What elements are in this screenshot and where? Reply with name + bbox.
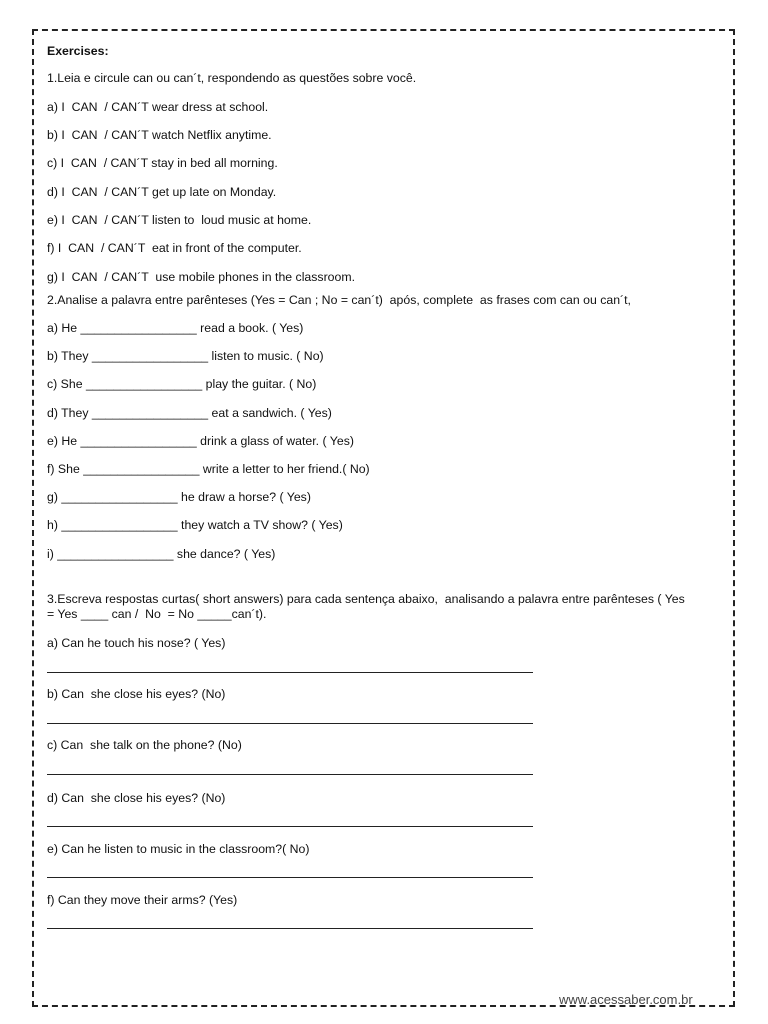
exercise-1-item-f: f) I CAN / CAN´T eat in front of the computer. bbox=[47, 241, 302, 255]
exercise-3-answer-line-b[interactable] bbox=[47, 723, 533, 724]
footer-website: www.acessaber.com.br bbox=[559, 992, 693, 1007]
exercise-3-answer-line-f[interactable] bbox=[47, 928, 533, 929]
worksheet-title: Exercises: bbox=[47, 44, 109, 58]
exercise-3-instruction-line-2: = Yes ____ can / No = No _____can´t). bbox=[47, 607, 267, 621]
exercise-3-question-c: c) Can she talk on the phone? (No) bbox=[47, 738, 242, 752]
exercise-3-question-e: e) Can he listen to music in the classroom?( No) bbox=[47, 842, 310, 856]
exercise-1-item-d: d) I CAN / CAN´T get up late on Monday. bbox=[47, 185, 277, 199]
exercise-3-answer-line-d[interactable] bbox=[47, 826, 533, 827]
exercise-3-question-a: a) Can he touch his nose? ( Yes) bbox=[47, 636, 226, 650]
exercise-1-item-b: b) I CAN / CAN´T watch Netflix anytime. bbox=[47, 128, 272, 142]
exercise-1-item-c: c) I CAN / CAN´T stay in bed all morning. bbox=[47, 156, 278, 170]
exercise-2-item-h: h) _________________ they watch a TV show? ( Yes) bbox=[47, 518, 343, 532]
exercise-2-item-f: f) She _________________ write a letter to her friend.( No) bbox=[47, 462, 370, 476]
exercise-2-item-e: e) He _________________ drink a glass of water. ( Yes) bbox=[47, 434, 354, 448]
exercise-1-item-a: a) I CAN / CAN´T wear dress at school. bbox=[47, 100, 269, 114]
exercise-2-item-a: a) He _________________ read a book. ( Yes) bbox=[47, 321, 304, 335]
exercise-2-item-g: g) _________________ he draw a horse? ( Yes) bbox=[47, 490, 311, 504]
exercise-2-item-b: b) They _________________ listen to music. ( No) bbox=[47, 349, 324, 363]
exercise-2-instruction: 2.Analise a palavra entre parênteses (Yes = Can ; No = can´t) após, complete as frases com can ou can´t, bbox=[47, 293, 631, 307]
exercise-1-item-e: e) I CAN / CAN´T listen to loud music at home. bbox=[47, 213, 312, 227]
exercise-2-item-i: i) _________________ she dance? ( Yes) bbox=[47, 547, 276, 561]
exercise-3-question-d: d) Can she close his eyes? (No) bbox=[47, 791, 226, 805]
exercise-3-answer-line-c[interactable] bbox=[47, 774, 533, 775]
exercise-1-item-g: g) I CAN / CAN´T use mobile phones in the classroom. bbox=[47, 270, 355, 284]
exercise-3-instruction-line-1: 3.Escreva respostas curtas( short answers) para cada sentença abaixo, analisando a palavra entre parênteses ( Yes bbox=[47, 592, 685, 606]
exercise-3-question-f: f) Can they move their arms? (Yes) bbox=[47, 893, 238, 907]
exercise-2-item-c: c) She _________________ play the guitar. ( No) bbox=[47, 377, 317, 391]
exercise-1-instruction: 1.Leia e circule can ou can´t, respondendo as questões sobre você. bbox=[47, 71, 417, 85]
exercise-3-answer-line-a[interactable] bbox=[47, 672, 533, 673]
exercise-3-answer-line-e[interactable] bbox=[47, 877, 533, 878]
exercise-3-question-b: b) Can she close his eyes? (No) bbox=[47, 687, 226, 701]
exercise-2-item-d: d) They _________________ eat a sandwich. ( Yes) bbox=[47, 406, 332, 420]
